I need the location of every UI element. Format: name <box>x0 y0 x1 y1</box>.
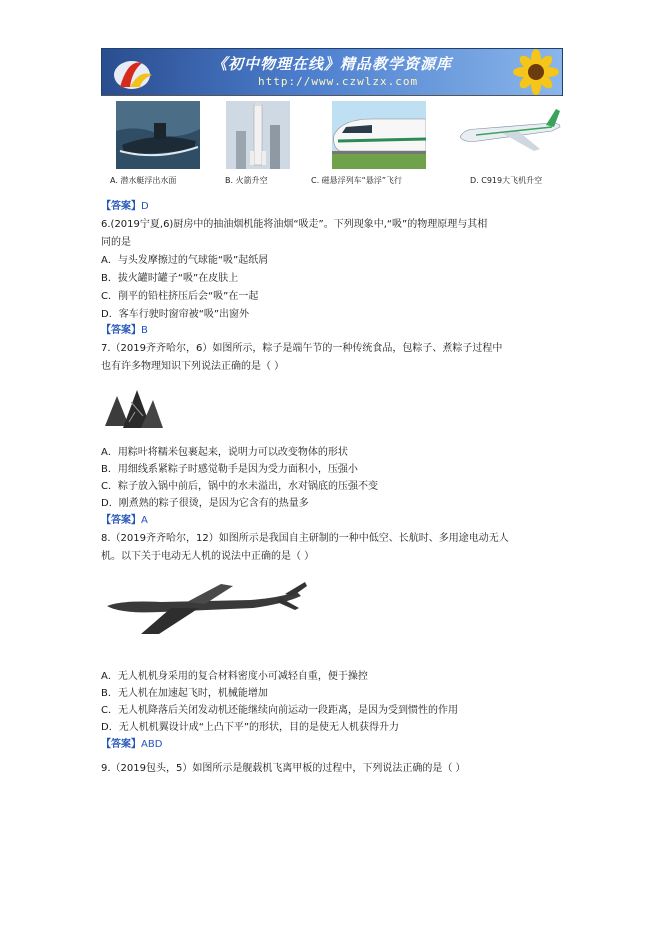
q8-stem-line1: 8.（2019齐齐哈尔，12）如图所示是我国自主研制的一种中低空、长航时、多用途电动无人 <box>101 533 509 544</box>
sunflower-icon <box>502 49 562 95</box>
q7-stem-line1: 7.（2019齐齐哈尔，6）如图所示，粽子是端午节的一种传统食品，包粽子、煮粽子过程中 <box>101 343 503 354</box>
q6-stem-line2: 同的是 <box>101 237 131 248</box>
q7-option-d: D．刚煮熟的粽子很烫，是因为它含有的热量多 <box>101 498 309 509</box>
answer-value: D <box>141 201 149 212</box>
caption-b: B. 火箭升空 <box>225 176 268 185</box>
caption-a: A. 潜水艇浮出水面 <box>110 176 177 185</box>
answer-value: A <box>141 515 148 526</box>
q8-option-c: C．无人机降落后关闭发动机还能继续向前运动一段距离，是因为受到惯性的作用 <box>101 705 458 716</box>
caption-c: C. 磁悬浮列车“悬浮”飞行 <box>311 176 402 185</box>
header-divider <box>101 95 561 96</box>
q6-option-b: B．拔火罐时罐子“吸”在皮肤上 <box>101 273 239 284</box>
submarine-photo <box>116 101 200 169</box>
q7-option-b: B．用细线系紧粽子时感觉勒手是因为受力面积小，压强小 <box>101 464 358 475</box>
banner-title: 《初中物理在线》精品教学资源库 <box>212 55 453 73</box>
q6-option-a: A．与头发摩擦过的气球能“吸”起纸屑 <box>101 255 269 266</box>
q6-stem-line1: 6.(2019宁夏,6)厨房中的抽油烟机能将油烟“吸走”。下列现象中,“吸”的物理原理与其相 <box>101 219 488 230</box>
zongzi-photo <box>101 382 165 434</box>
q9-stem-line1: 9.（2019包头，5）如图所示是舰载机飞离甲板的过程中，下列说法正确的是（ ） <box>101 763 466 774</box>
q8-option-d: D．无人机机翼设计成“上凸下平”的形状，目的是使无人机获得升力 <box>101 722 400 733</box>
q5-answer <box>101 200 149 214</box>
answer-label: 【答案】 <box>101 201 141 212</box>
q7-option-a: A．用粽叶将糯米包裹起来，说明力可以改变物体的形状 <box>101 447 348 458</box>
q8-stem-line2: 机。以下关于电动无人机的说法中正确的是（ ） <box>101 551 315 562</box>
site-logo <box>110 53 170 91</box>
rocket-photo <box>226 101 290 169</box>
caption-d: D. C919大飞机升空 <box>470 176 543 185</box>
q8-option-a: A．无人机机身采用的复合材料密度小可减轻自重，便于操控 <box>101 671 368 682</box>
q6-option-d: D．客车行驶时窗帘被“吸”出窗外 <box>101 309 250 320</box>
drone-photo <box>101 578 309 644</box>
q7-answer <box>101 514 148 528</box>
answer-label: 【答案】 <box>101 515 141 526</box>
banner-url: http://www.czwlzx.com <box>258 75 419 88</box>
q7-option-c: C．粽子放入锅中前后，锅中的水未溢出，水对锅底的压强不变 <box>101 481 378 492</box>
answer-label: 【答案】 <box>101 325 141 336</box>
q8-answer <box>101 738 162 752</box>
q8-option-b: B．无人机在加速起飞时，机械能增加 <box>101 688 268 699</box>
header-banner <box>101 48 563 96</box>
answer-value: ABD <box>141 739 163 750</box>
answer-label: 【答案】 <box>101 739 141 750</box>
q7-stem-line2: 也有许多物理知识下列说法正确的是（ ） <box>101 361 285 372</box>
answer-value: B <box>141 325 148 336</box>
q6-answer <box>101 324 148 338</box>
maglev-train-photo <box>332 101 426 169</box>
c919-airplane-photo <box>456 101 566 169</box>
q6-option-c: C．削平的铅柱挤压后会“吸”在一起 <box>101 291 259 302</box>
